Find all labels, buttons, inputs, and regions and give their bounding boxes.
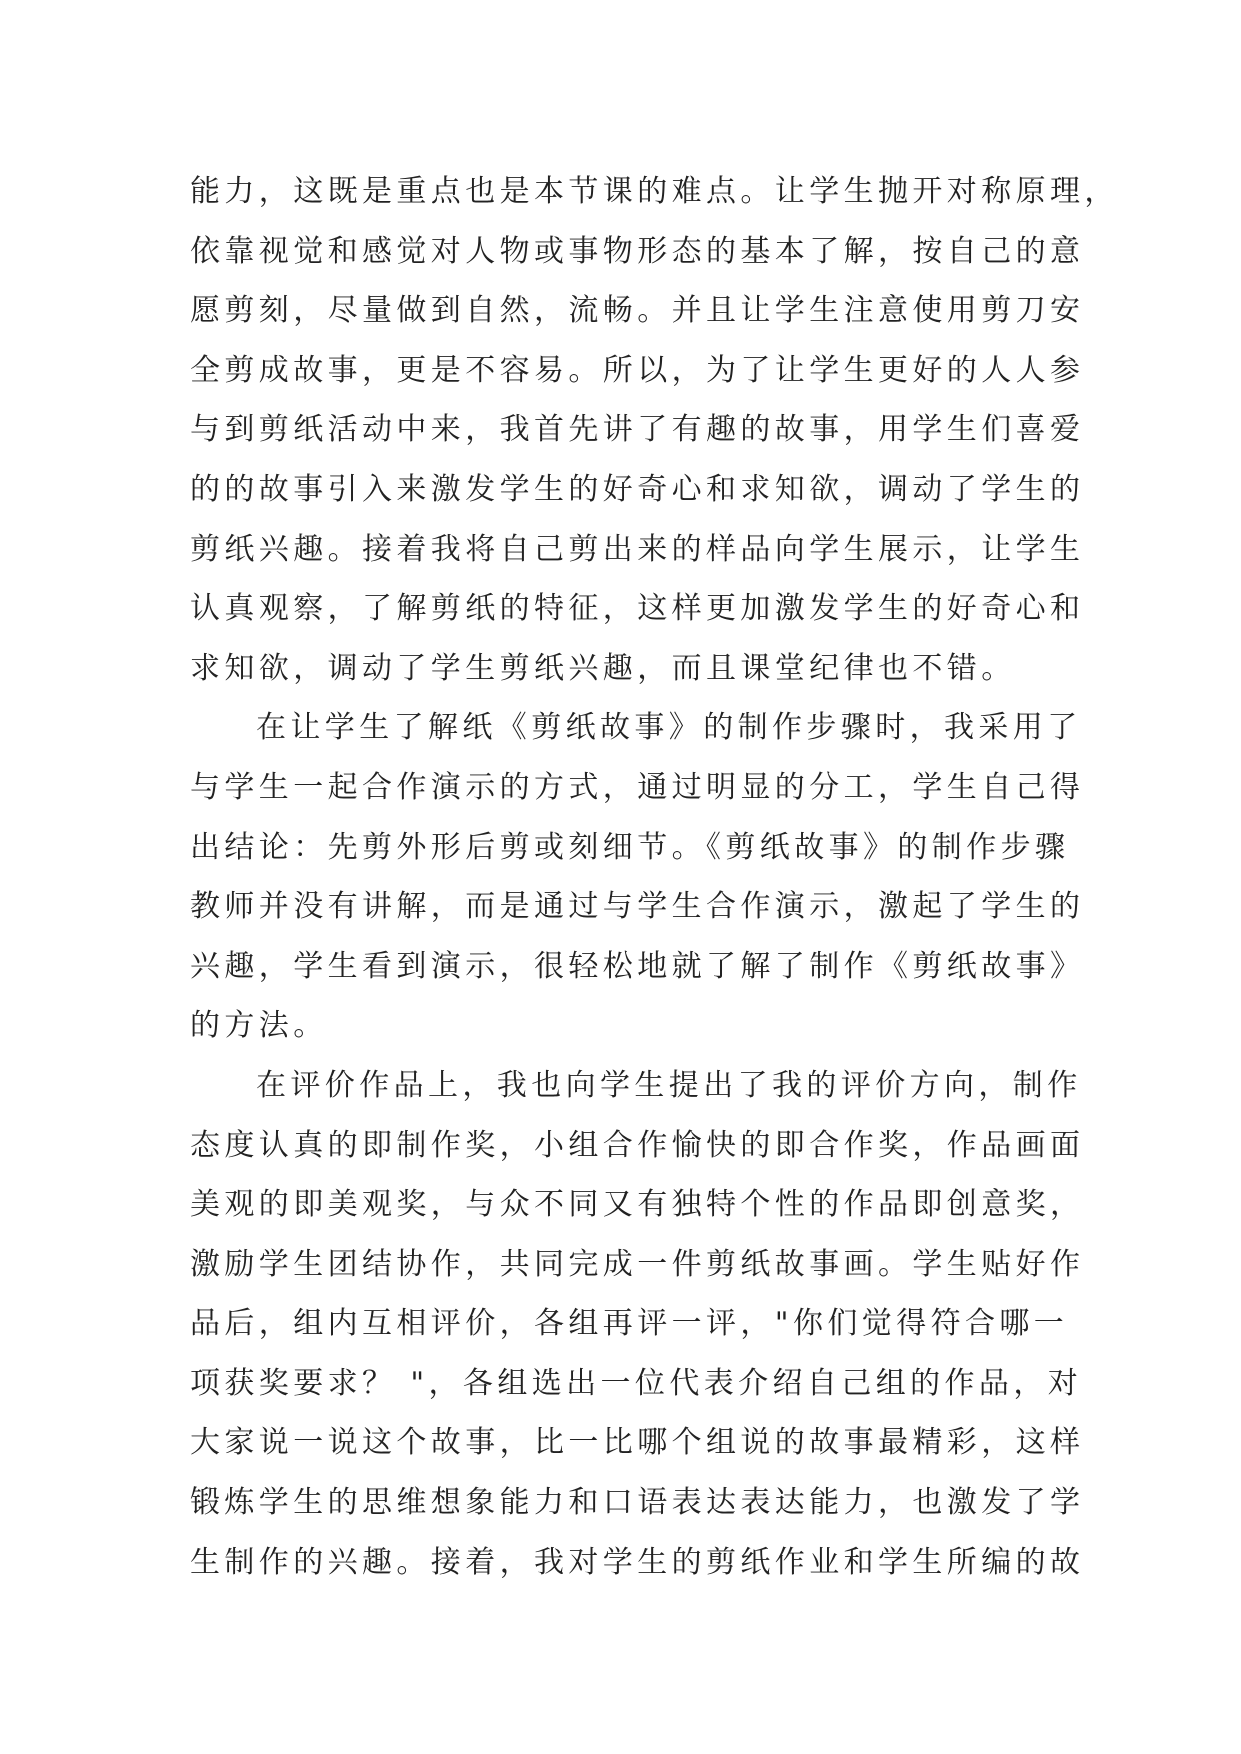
text-line: 教师并没有讲解，而是通过与学生合作演示，激起了学生的 (190, 889, 1085, 925)
text-line: 品后，组内互相评价，各组再评一评，"你们觉得符合哪一 (190, 1306, 1069, 1342)
paragraph-1 (190, 162, 1119, 698)
text-line: 锻炼学生的思维想象能力和口语表达表达能力，也激发了学 (190, 1485, 1085, 1521)
text-line: 认真观察，了解剪纸的特征，这样更加激发学生的好奇心和 (190, 591, 1085, 627)
text-line: 的的故事引入来激发学生的好奇心和求知欲，调动了学生的 (190, 471, 1085, 507)
text-line: 能力，这既是重点也是本节课的难点。让学生抛开对称原理， (190, 174, 1119, 209)
text-line: 出结论：先剪外形后剪或刻细节。《剪纸故事》的制作步骤 (190, 829, 1070, 865)
text-line: 在评价作品上，我也向学生提出了我的评价方向，制作 (256, 1067, 1082, 1103)
text-line: 愿剪刻，尽量做到自然，流畅。并且让学生注意使用剪刀安 (190, 293, 1085, 329)
text-line: 生制作的兴趣。接着，我对学生的剪纸作业和学生所编的故 (190, 1544, 1085, 1580)
text-line: 项获奖要求？ "，各组选出一位代表介绍自己组的作品，对 (190, 1365, 1083, 1401)
text-line: 依靠视觉和感觉对人物或事物形态的基本了解，按自己的意 (190, 233, 1085, 269)
document-body (190, 162, 1119, 1592)
text-line: 剪纸兴趣。接着我将自己剪出来的样品向学生展示，让学生 (190, 531, 1085, 567)
paragraph-2 (190, 698, 1085, 1056)
paragraph-3 (190, 1056, 1085, 1592)
text-line: 兴趣，学生看到演示，很轻松地就了解了制作《剪纸故事》 (190, 948, 1085, 984)
text-line: 态度认真的即制作奖，小组合作愉快的即合作奖，作品画面 (190, 1127, 1085, 1163)
text-line: 与学生一起合作演示的方式，通过明显的分工，学生自己得 (190, 769, 1085, 805)
text-line: 全剪成故事，更是不容易。所以，为了让学生更好的人人参 (190, 352, 1085, 388)
text-line: 大家说一说这个故事，比一比哪个组说的故事最精彩，这样 (190, 1425, 1085, 1461)
text-line: 美观的即美观奖，与众不同又有独特个性的作品即创意奖， (190, 1187, 1085, 1223)
text-line: 的方法。 (190, 1008, 328, 1044)
text-line: 激励学生团结协作，共同完成一件剪纸故事画。学生贴好作 (190, 1246, 1085, 1282)
text-line: 在让学生了解纸《剪纸故事》的制作步骤时，我采用了 (256, 710, 1082, 746)
text-line: 与到剪纸活动中来，我首先讲了有趣的故事，用学生们喜爱 (190, 412, 1085, 448)
text-line: 求知欲，调动了学生剪纸兴趣，而且课堂纪律也不错。 (190, 650, 1016, 686)
